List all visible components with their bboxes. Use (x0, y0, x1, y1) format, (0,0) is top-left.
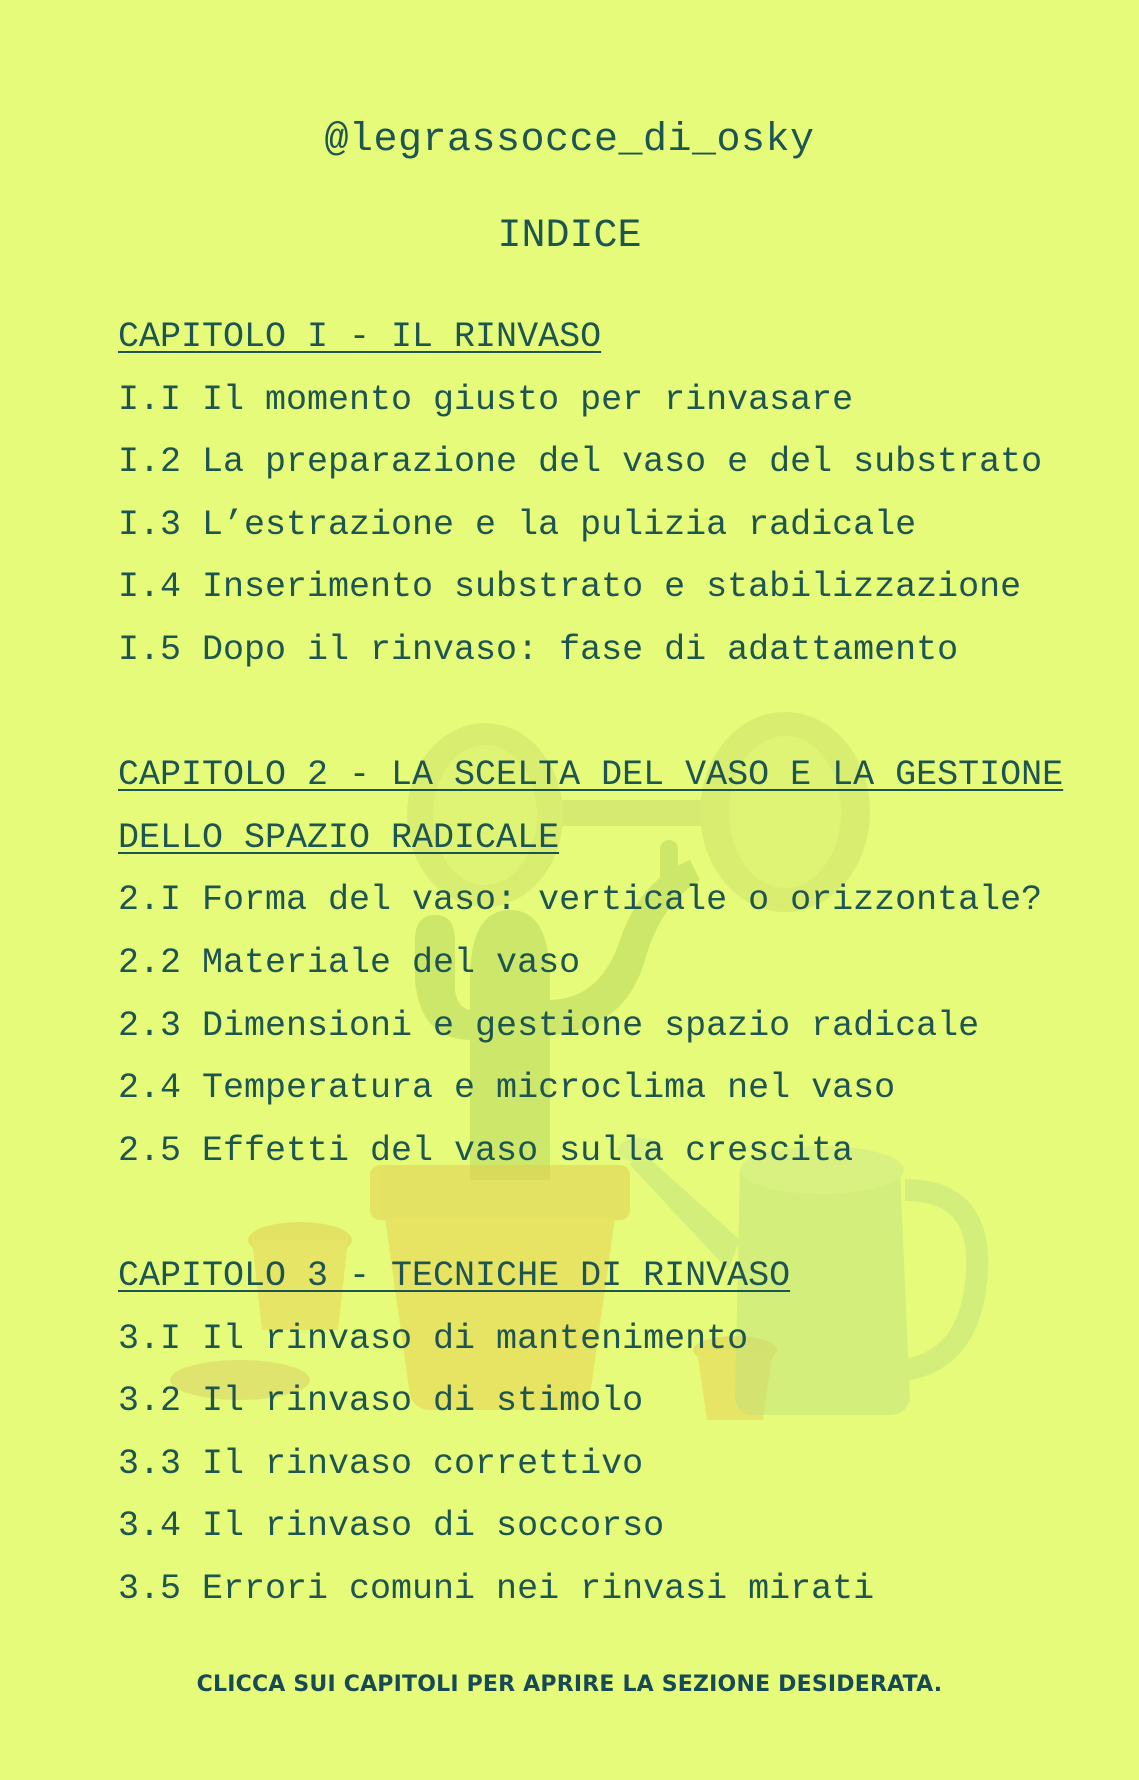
spacer (118, 1182, 1098, 1245)
chapter-2-heading[interactable]: CAPITOLO 2 - LA SCELTA DEL VASO E LA GESTIONE (118, 755, 1064, 796)
table-of-contents (118, 306, 1098, 1620)
toc-item-2-5[interactable]: 2.5 Effetti del vaso sulla crescita (118, 1130, 854, 1171)
spacer (118, 682, 1098, 745)
toc-item-3-4[interactable]: 3.4 Il rinvaso di soccorso (118, 1506, 665, 1547)
toc-item-1-1[interactable]: I.I Il momento giusto per rinvasare (118, 379, 854, 420)
toc-item-2-1[interactable]: 2.I Forma del vaso: verticale o orizzontale? (118, 880, 1043, 921)
toc-item-3-3[interactable]: 3.3 Il rinvaso correttivo (118, 1443, 644, 1484)
toc-item-1-2[interactable]: I.2 La preparazione del vaso e del substrato (118, 442, 1043, 483)
chapter-2 (118, 744, 1098, 1182)
chapter-3-heading[interactable]: CAPITOLO 3 - TECNICHE DI RINVASO (118, 1255, 791, 1296)
chapter-1 (118, 306, 1098, 682)
toc-item-2-4[interactable]: 2.4 Temperatura e microclima nel vaso (118, 1068, 896, 1109)
toc-item-1-3[interactable]: I.3 L’estrazione e la pulizia radicale (118, 504, 917, 545)
chapter-1-heading[interactable]: CAPITOLO I - IL RINVASO (118, 317, 602, 357)
toc-item-2-2[interactable]: 2.2 Materiale del vaso (118, 942, 581, 983)
chapter-2-heading-continued[interactable]: DELLO SPAZIO RADICALE (118, 817, 560, 858)
toc-item-3-1[interactable]: 3.I Il rinvaso di mantenimento (118, 1318, 749, 1359)
index-title: INDICE (497, 214, 642, 259)
toc-item-3-5[interactable]: 3.5 Errori comuni nei rinvasi mirati (118, 1568, 875, 1609)
toc-item-1-4[interactable]: I.4 Inserimento substrato e stabilizzazione (118, 567, 1022, 608)
footer-instruction: CLICCA SUI CAPITOLI PER APRIRE LA SEZIONE DESIDERATA. (196, 1672, 943, 1697)
toc-item-3-2[interactable]: 3.2 Il rinvaso di stimolo (118, 1381, 644, 1422)
toc-item-2-3[interactable]: 2.3 Dimensioni e gestione spazio radicale (118, 1005, 980, 1046)
account-handle: @legrassocce_di_osky (324, 118, 815, 163)
toc-item-1-5[interactable]: I.5 Dopo il rinvaso: fase di adattamento (118, 629, 959, 670)
chapter-3 (118, 1245, 1098, 1621)
